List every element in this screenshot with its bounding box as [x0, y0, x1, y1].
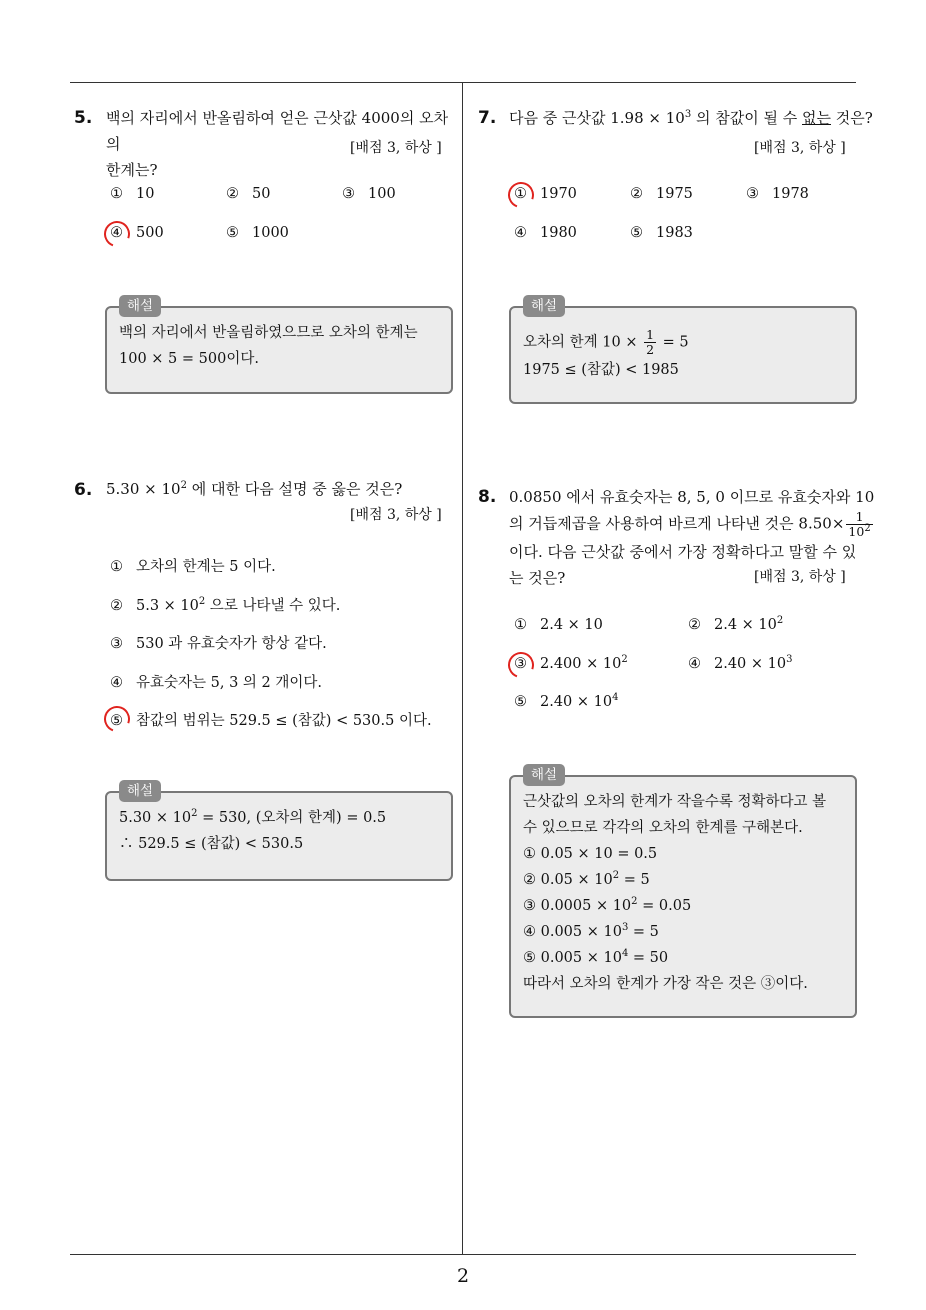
math-text: 10	[848, 524, 865, 539]
option-1[interactable]	[110, 555, 276, 576]
fraction-denominator: 2	[646, 342, 655, 357]
math-text: ⑤ 0.005 × 10	[523, 950, 622, 966]
option-text: 1975	[656, 186, 693, 202]
page-number: 2	[456, 1265, 470, 1287]
option-mark: ③	[514, 656, 527, 672]
column-divider	[462, 82, 463, 1254]
answer-circle	[100, 217, 135, 252]
option-mark: ④	[110, 225, 123, 241]
question-line: 의 참값이 될 수	[691, 109, 802, 127]
option-text: 2.4 × 10	[714, 617, 777, 633]
question-line: 이다. 다음 근삿값 중에서 가장 정확하다고 말할 수 있	[509, 543, 857, 561]
question-number: 8.	[478, 487, 497, 507]
grade-label: [배점 3, 하상 ]	[350, 507, 442, 523]
option-text: 1978	[772, 186, 809, 202]
option-mark: ②	[688, 617, 701, 633]
option-mark: ③	[746, 186, 759, 202]
exponent: 2	[631, 896, 638, 908]
option-text: 530 과 유효숫자가 항상 같다.	[136, 636, 327, 652]
solution-line	[523, 893, 843, 919]
top-rule	[70, 82, 856, 83]
option-text: 2.40 × 10	[714, 656, 787, 672]
exponent: 2	[191, 808, 198, 820]
option-mark: ②	[630, 186, 643, 202]
exponent: 2	[776, 615, 784, 627]
fraction-numerator: 1	[646, 327, 655, 342]
option-mark: ①	[514, 617, 527, 633]
solution-label: 해설	[523, 295, 565, 317]
option-text: 2.40 × 10	[540, 694, 613, 710]
question-line: 는 것은?	[509, 569, 566, 587]
option-2[interactable]	[688, 617, 783, 633]
fraction-numerator: 1	[846, 510, 872, 525]
solution-line	[523, 867, 843, 893]
option-5[interactable]	[514, 694, 618, 710]
option-mark: ⑤	[226, 225, 239, 241]
solution-line	[523, 328, 843, 357]
exponent: 4	[612, 692, 619, 704]
exponent: 3	[684, 109, 692, 120]
option-mark: ④	[688, 656, 701, 672]
solution-line: 따라서 오차의 한계가 가장 작은 것은 ③이다.	[523, 976, 808, 992]
fraction	[644, 328, 656, 357]
question-number: 5.	[74, 108, 93, 128]
option-mark: ④	[514, 225, 527, 241]
option-mark: ④	[110, 675, 123, 691]
answer-circle	[504, 648, 539, 683]
option-mark: ③	[342, 186, 355, 202]
option-3[interactable]	[110, 632, 327, 653]
solution-box	[105, 306, 453, 394]
option-text: 2.4 × 10	[540, 617, 603, 633]
solution-label: 해설	[119, 295, 161, 317]
solution-box	[509, 775, 857, 1018]
grade-label: [배점 3, 하상 ]	[350, 140, 442, 156]
option-4[interactable]	[514, 225, 577, 241]
question-line: 0.0850 에서 유효숫자는 8, 5, 0 이므로 유효숫자와 10	[509, 488, 875, 506]
exponent: 3	[786, 654, 793, 666]
option-3[interactable]	[342, 186, 396, 202]
question-line: 다음 중 근삿값 1.98 × 10	[509, 109, 685, 127]
option-text: 5.3 × 10	[136, 598, 199, 614]
option-4[interactable]	[110, 671, 322, 692]
solution-line: 1975 ≤ (참값) < 1985	[523, 362, 679, 378]
question-line	[509, 509, 871, 539]
solution-box	[105, 791, 453, 881]
question-text	[509, 105, 873, 131]
option-text: 100	[368, 186, 396, 202]
option-mark: ①	[110, 559, 123, 575]
option-5[interactable]	[630, 225, 693, 241]
solution-line: 100 × 5 = 500이다.	[119, 351, 259, 367]
question-line: 의 거듭제곱을 사용하여 바르게 나타낸 것은 8.50×	[509, 514, 845, 533]
grade-label: [배점 3, 하상 ]	[754, 569, 846, 585]
option-text: 오차의 한계는 5 이다.	[136, 559, 276, 575]
answer-circle	[504, 178, 539, 213]
question-line: 백의 자리에서 반올림하여 얻은 근삿값 4000의 오차의	[106, 109, 449, 153]
exponent: 2	[864, 522, 871, 534]
option-mark: ①	[514, 186, 527, 202]
option-text: 50	[252, 186, 271, 202]
fraction-denominator	[846, 522, 872, 539]
solution-line: 수 있으므로 각각의 오차의 한계를 구해본다.	[523, 820, 803, 836]
option-text: 으로 나타낼 수 있다.	[205, 598, 341, 614]
solution-line	[523, 919, 843, 945]
option-text: 10	[136, 186, 155, 202]
option-text: 유효숫자는 5, 3 의 2 개이다.	[136, 675, 323, 691]
question-line: 에 대한 다음 설명 중 옳은 것은?	[186, 480, 403, 498]
math-text: = 5	[658, 334, 689, 351]
question-line: 한계는?	[106, 161, 158, 179]
option-mark: ⑤	[110, 713, 123, 729]
exponent: 2	[198, 596, 206, 608]
option-5[interactable]	[226, 225, 289, 241]
exponent: 4	[621, 948, 629, 960]
solution-line	[523, 945, 843, 971]
solution-line: ∴ 529.5 ≤ (참값) < 530.5	[119, 836, 304, 852]
bottom-rule	[70, 1254, 856, 1255]
solution-label: 해설	[523, 764, 565, 786]
math-text: = 530, (오차의 한계) = 0.5	[197, 810, 387, 826]
option-text: 1980	[540, 225, 577, 241]
solution-line: ① 0.05 × 10 = 0.5	[523, 846, 658, 862]
exponent: 2	[612, 870, 620, 882]
math-text: ③ 0.0005 × 10	[523, 898, 632, 914]
option-1[interactable]	[110, 186, 154, 202]
option-2[interactable]	[110, 594, 340, 615]
option-1[interactable]	[514, 617, 603, 633]
option-mark: ⑤	[514, 694, 527, 710]
option-text: 1000	[252, 225, 289, 241]
option-mark: ①	[110, 186, 123, 202]
question-number: 7.	[478, 108, 497, 128]
option-mark: ②	[226, 186, 239, 202]
underlined-word: 없는	[802, 109, 831, 127]
option-mark: ②	[110, 598, 123, 614]
solution-line	[119, 805, 439, 831]
solution-line: 백의 자리에서 반올림하였으므로 오차의 한계는	[119, 325, 418, 341]
option-2[interactable]	[226, 186, 270, 202]
solution-line: 근삿값의 오차의 한계가 작을수록 정확하다고 볼	[523, 794, 827, 810]
math-text: = 5	[628, 924, 659, 940]
solution-label: 해설	[119, 780, 161, 802]
option-5[interactable]	[110, 709, 432, 730]
math-text: = 0.05	[637, 898, 692, 914]
math-text: ④ 0.005 × 10	[523, 924, 622, 940]
math-text: = 50	[628, 950, 669, 966]
option-text: 2.400 × 10	[540, 656, 622, 672]
question-text	[106, 476, 456, 502]
option-mark: ⑤	[630, 225, 643, 241]
solution-box	[509, 306, 857, 404]
math-text: 5.30 × 10	[106, 480, 181, 498]
question-line: 것은?	[830, 109, 873, 127]
math-text: ② 0.05 × 10	[523, 872, 613, 888]
option-text: 참값의 범위는 529.5 ≤ (참값) < 530.5 이다.	[136, 713, 432, 729]
option-text: 1970	[540, 186, 577, 202]
grade-label: [배점 3, 하상 ]	[754, 140, 846, 156]
option-2[interactable]	[630, 186, 693, 202]
option-text: 500	[136, 225, 164, 241]
exponent: 3	[621, 922, 629, 934]
option-mark: ③	[110, 636, 123, 652]
fraction	[846, 510, 872, 539]
option-text: 1983	[656, 225, 693, 241]
math-text: 5.30 × 10	[119, 810, 192, 826]
question-number: 6.	[74, 480, 93, 500]
option-4[interactable]	[688, 656, 792, 672]
math-text: = 5	[619, 872, 650, 888]
math-text: 오차의 한계 10 ×	[523, 334, 643, 351]
option-3[interactable]	[746, 186, 809, 202]
answer-circle	[100, 702, 135, 737]
exponent: 2	[180, 480, 187, 491]
exponent: 2	[621, 654, 628, 666]
